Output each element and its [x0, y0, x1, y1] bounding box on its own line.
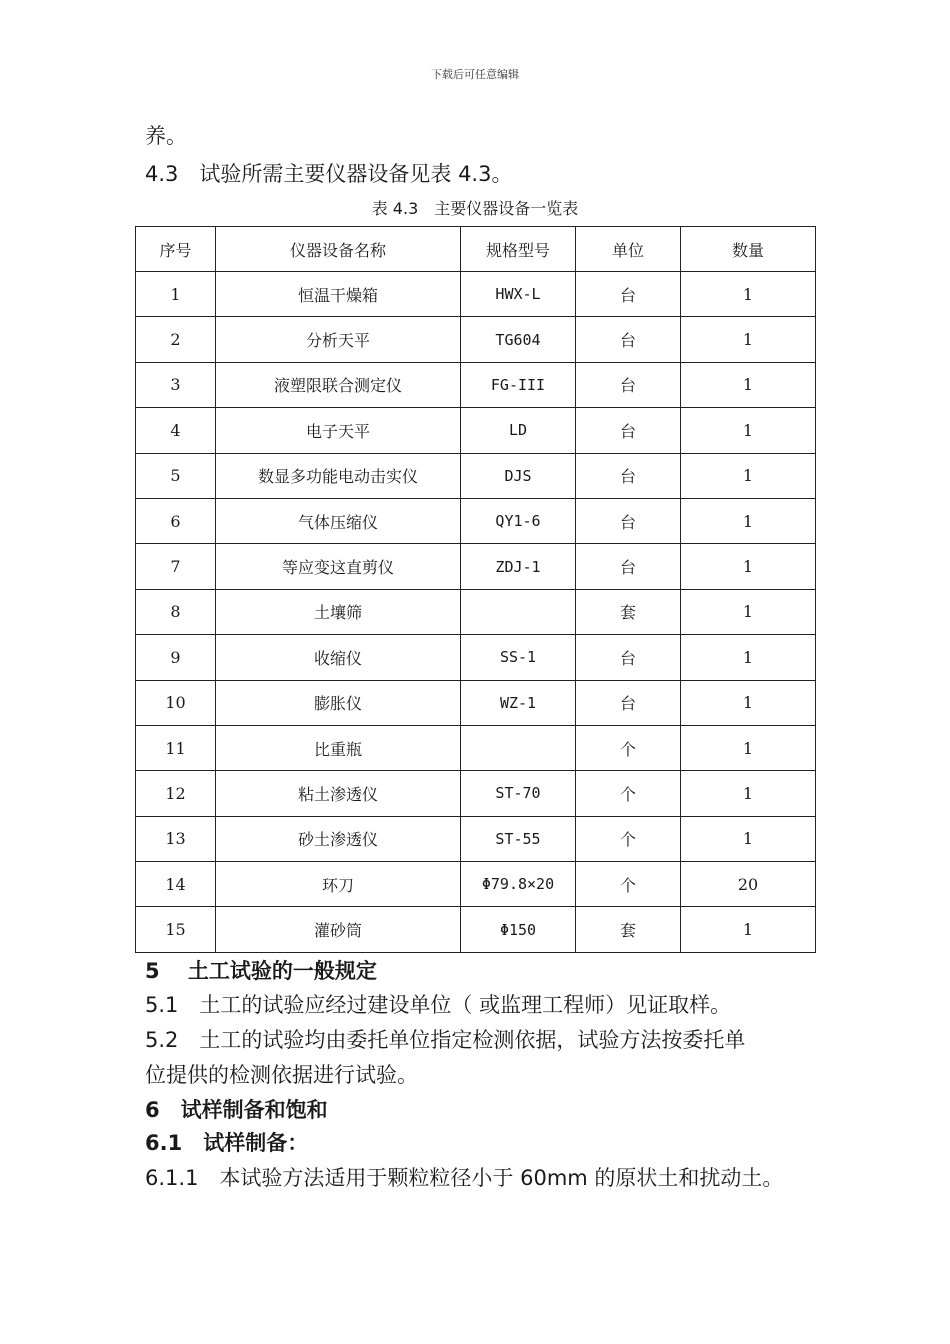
cell-index: 4 [136, 408, 216, 453]
header-note: 下载后可任意编辑 [431, 68, 519, 81]
table-row [136, 317, 816, 362]
cell-quantity: 1 [681, 771, 816, 816]
table-row [136, 816, 816, 861]
cell-name: 膨胀仪 [216, 680, 461, 725]
table-row [136, 771, 816, 816]
table-row [136, 498, 816, 543]
cell-model: Φ150 [461, 907, 576, 953]
cell-quantity: 1 [681, 589, 816, 634]
table-row [136, 408, 816, 453]
cell-model [461, 725, 576, 770]
table-caption: 表 4.3 主要仪器设备一览表 [371, 199, 579, 218]
cell-quantity: 20 [681, 862, 816, 907]
cell-quantity: 1 [681, 816, 816, 861]
col-header-name: 仪器设备名称 [216, 227, 461, 272]
col-header-index: 序号 [136, 227, 216, 272]
cell-quantity: 1 [681, 725, 816, 770]
cell-name: 粘土渗透仪 [216, 771, 461, 816]
cell-model [461, 589, 576, 634]
cell-unit: 套 [576, 589, 681, 634]
cell-unit: 台 [576, 272, 681, 317]
section-6-title: 6 试样制备和饱和 [145, 1098, 328, 1122]
section-5-title: 5 土工试验的一般规定 [145, 959, 377, 983]
table-row [136, 362, 816, 407]
cell-model: DJS [461, 453, 576, 498]
cell-model: LD [461, 408, 576, 453]
cell-name: 环刀 [216, 862, 461, 907]
cell-name: 恒温干燥箱 [216, 272, 461, 317]
cell-name: 收缩仪 [216, 635, 461, 680]
cell-quantity: 1 [681, 498, 816, 543]
table-row [136, 272, 816, 317]
cell-quantity: 1 [681, 635, 816, 680]
cell-model: HWX-L [461, 272, 576, 317]
section-6-1: 6.1 试样制备： [145, 1131, 309, 1155]
cell-index: 6 [136, 498, 216, 543]
cell-model: QY1-6 [461, 498, 576, 543]
table-row [136, 862, 816, 907]
cell-index: 13 [136, 816, 216, 861]
cell-index: 10 [136, 680, 216, 725]
cell-model: SS-1 [461, 635, 576, 680]
cell-unit: 个 [576, 771, 681, 816]
table-row [136, 725, 816, 770]
cell-unit: 个 [576, 725, 681, 770]
section-5-2-line-2: 位提供的检测依据进行试验。 [145, 1063, 418, 1087]
table-row [136, 907, 816, 953]
table-row [136, 635, 816, 680]
cell-quantity: 1 [681, 544, 816, 589]
cell-unit: 台 [576, 544, 681, 589]
cell-unit: 台 [576, 362, 681, 407]
col-header-model: 规格型号 [461, 227, 576, 272]
table-header-row [136, 227, 816, 272]
col-header-unit: 单位 [576, 227, 681, 272]
cell-quantity: 1 [681, 680, 816, 725]
cell-unit: 个 [576, 816, 681, 861]
cell-unit: 台 [576, 680, 681, 725]
cell-index: 9 [136, 635, 216, 680]
cell-index: 11 [136, 725, 216, 770]
cell-model: ST-55 [461, 816, 576, 861]
body-line-1: 养。 [145, 124, 187, 148]
section-5-2-line-1: 5.2 土工的试验均由委托单位指定检测依据，试验方法按委托单 [145, 1028, 746, 1052]
cell-name: 气体压缩仪 [216, 498, 461, 543]
cell-unit: 套 [576, 907, 681, 953]
cell-quantity: 1 [681, 453, 816, 498]
cell-unit: 台 [576, 408, 681, 453]
cell-model: Φ79.8×20 [461, 862, 576, 907]
cell-index: 1 [136, 272, 216, 317]
cell-name: 分析天平 [216, 317, 461, 362]
cell-quantity: 1 [681, 408, 816, 453]
cell-index: 15 [136, 907, 216, 953]
cell-unit: 台 [576, 453, 681, 498]
cell-quantity: 1 [681, 362, 816, 407]
cell-name: 比重瓶 [216, 725, 461, 770]
cell-unit: 台 [576, 498, 681, 543]
cell-index: 3 [136, 362, 216, 407]
cell-name: 土壤筛 [216, 589, 461, 634]
cell-name: 数显多功能电动击实仪 [216, 453, 461, 498]
cell-name: 灌砂筒 [216, 907, 461, 953]
cell-quantity: 1 [681, 272, 816, 317]
cell-index: 5 [136, 453, 216, 498]
cell-index: 12 [136, 771, 216, 816]
cell-model: FG-III [461, 362, 576, 407]
cell-name: 液塑限联合测定仪 [216, 362, 461, 407]
cell-model: ZDJ-1 [461, 544, 576, 589]
equipment-table [135, 226, 816, 953]
cell-model: WZ-1 [461, 680, 576, 725]
cell-name: 砂土渗透仪 [216, 816, 461, 861]
cell-index: 14 [136, 862, 216, 907]
section-5-1: 5.1 土工的试验应经过建设单位（ 或监理工程师）见证取样。 [145, 993, 732, 1017]
cell-unit: 个 [576, 862, 681, 907]
cell-index: 2 [136, 317, 216, 362]
cell-quantity: 1 [681, 317, 816, 362]
table-row [136, 453, 816, 498]
table-row [136, 589, 816, 634]
table-row [136, 680, 816, 725]
cell-unit: 台 [576, 635, 681, 680]
cell-quantity: 1 [681, 907, 816, 953]
body-line-2: 4.3 试验所需主要仪器设备见表 4.3。 [145, 162, 513, 186]
cell-name: 电子天平 [216, 408, 461, 453]
cell-unit: 台 [576, 317, 681, 362]
section-6-1-1: 6.1.1 本试验方法适用于颗粒粒径小于 60mm 的原状土和扰动土。 [145, 1166, 784, 1190]
table-row [136, 544, 816, 589]
col-header-quantity: 数量 [681, 227, 816, 272]
cell-index: 7 [136, 544, 216, 589]
cell-index: 8 [136, 589, 216, 634]
cell-name: 等应变这直剪仪 [216, 544, 461, 589]
cell-model: ST-70 [461, 771, 576, 816]
cell-model: TG604 [461, 317, 576, 362]
